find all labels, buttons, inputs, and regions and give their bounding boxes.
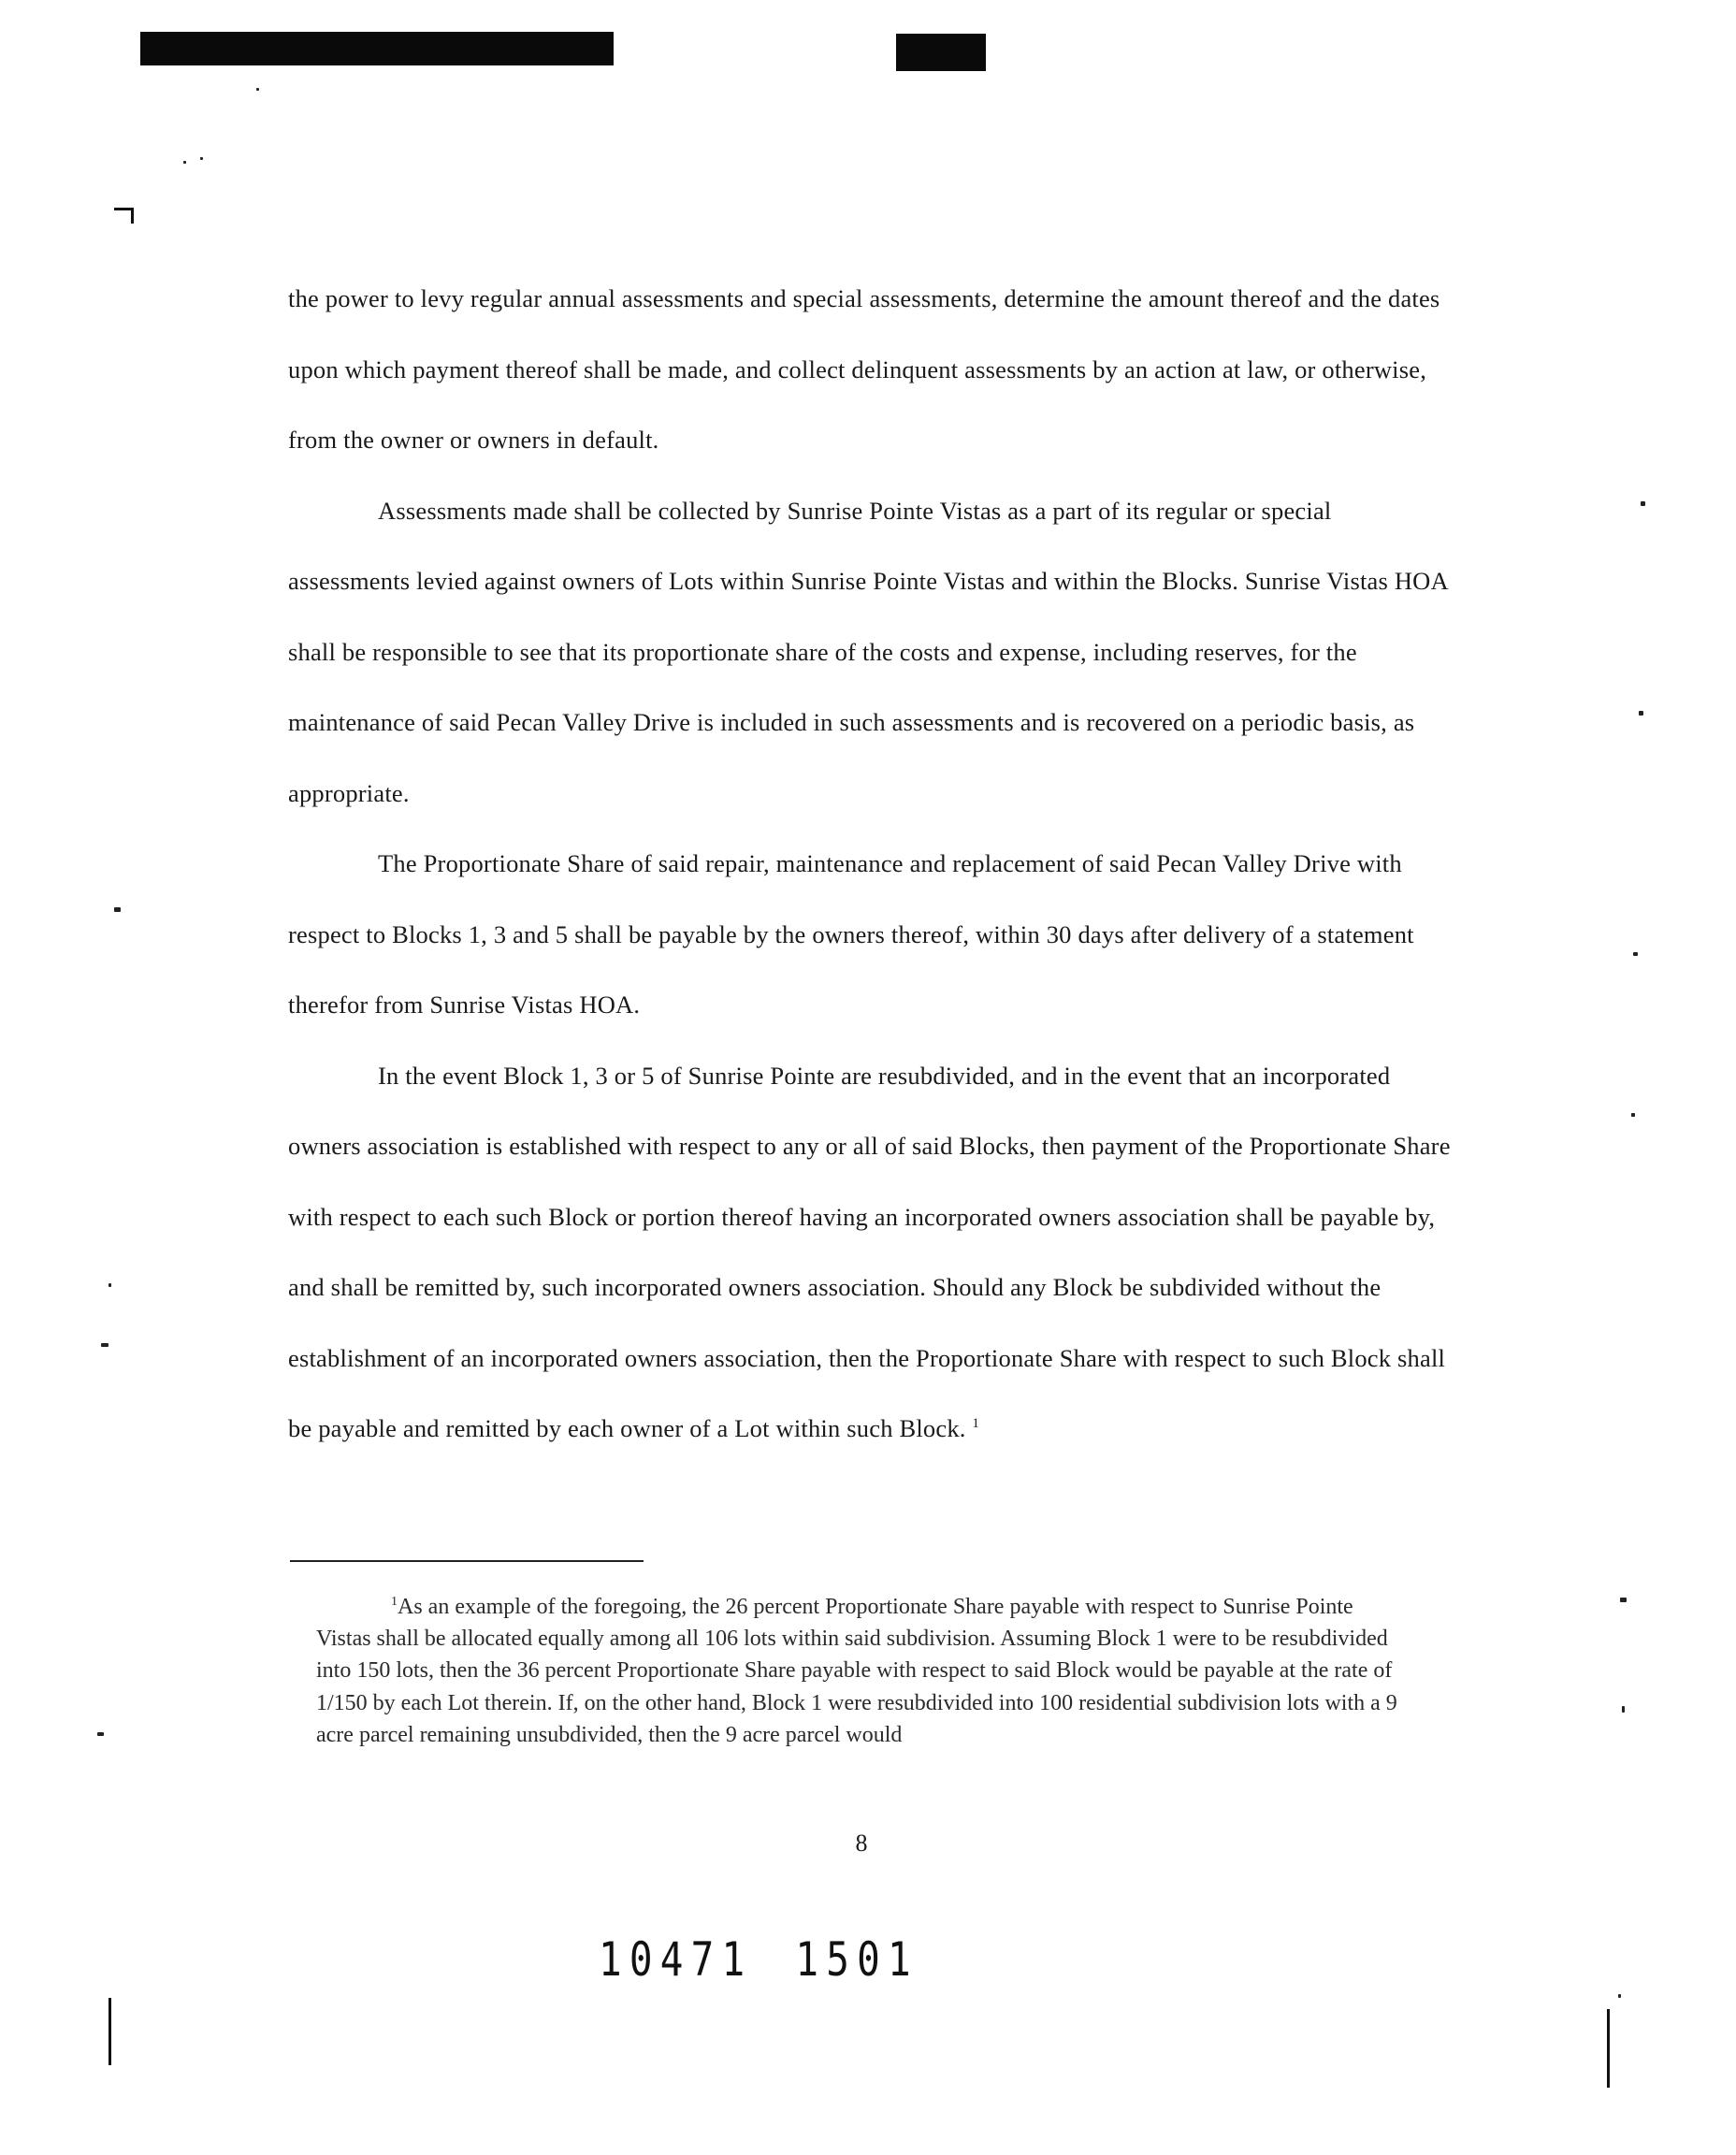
scan-speck	[1631, 1113, 1635, 1117]
scan-speck	[1641, 501, 1645, 506]
stamp-page: 1501	[795, 1932, 919, 1987]
footnote-text	[316, 1586, 1397, 1751]
scan-margin-line	[108, 1998, 111, 2065]
scan-speck	[114, 907, 121, 912]
paragraph: the power to levy regular annual assessments and special assessments, determine the amount thereof and the dates upon which payment thereof shall be made, and collect delinquent assessments by an action at law, or otherwise, from the owner or owners in default.	[288, 284, 1440, 454]
redaction-bar	[896, 34, 986, 71]
scan-speck	[1620, 1598, 1627, 1602]
scan-speck	[108, 1283, 111, 1287]
scan-margin-line	[1607, 2009, 1610, 2088]
paragraph	[288, 1041, 1457, 1465]
footnote-reference: 1	[972, 1416, 980, 1432]
footnote	[316, 1586, 1397, 1751]
scan-speck	[1618, 1994, 1621, 1998]
scan-speck	[1622, 1706, 1625, 1713]
footnote-separator	[290, 1560, 644, 1562]
scan-speck	[200, 157, 203, 160]
scan-speck	[101, 1343, 108, 1347]
recording-stamp	[599, 1932, 962, 1987]
scan-speck	[256, 88, 259, 91]
scan-speck	[183, 161, 186, 164]
page-number: 8	[855, 1830, 868, 1857]
paragraph: Assessments made shall be collected by Sunrise Pointe Vistas as a part of its regular or special assessments levied against owners of Lots within Sunrise Pointe Vistas and within the Blocks. Sunrise Vistas HOA shall be responsible to see that its proportionate share of the costs and expense, including reserves, for the maintenance of said Pecan Valley Drive is included in such assessments and is recovered on a periodic basis, as appropriate.	[288, 496, 1448, 807]
paragraph: The Proportionate Share of said repair, maintenance and replacement of said Pecan Valley Drive with respect to Blocks 1, 3 and 5 shall be payable by the owners thereof, within 30 days after delivery of a statement therefor from Sunrise Vistas HOA.	[288, 849, 1414, 1019]
scan-speck	[1639, 711, 1643, 716]
paragraph-text: In the event Block 1, 3 or 5 of Sunrise Pointe are resubdivided, and in the event that an incorporated owners association is established with respect to any or all of said Blocks, then payment of the Proportionate Share with respect to each such Block or portion thereof having an incorporated owners association shall be payable by, and shall be remitted by, such incorporated owners association. Should any Block be subdivided without the establishment of an incorporated owners association, then the Proportionate Share with respect to such Block shall be payable and remitted by each owner of a Lot within such Block.	[288, 1061, 1451, 1442]
footnote-marker: 1	[391, 1595, 398, 1609]
scan-speck	[97, 1732, 104, 1736]
body-text	[288, 264, 1457, 1465]
redaction-bar	[140, 32, 614, 65]
scan-speck	[1633, 952, 1638, 956]
scan-mark	[114, 208, 134, 224]
footnote-body: As an example of the foregoing, the 26 percent Proportionate Share payable with respect to Sunrise Pointe Vistas shall be allocated equally among all 106 lots within said subdivision. Assuming Block 1 were to be resubdivided into 150 lots, then the 36 percent Proportionate Share payable with respect to said Block would be payable at the rate of 1/150 by each Lot therein. If, on the other hand, Block 1 were resubdivided into 100 residential subdivision lots with a 9 acre parcel remaining unsubdivided, then the 9 acre parcel would	[316, 1595, 1397, 1747]
stamp-volume: 10471	[599, 1932, 753, 1987]
